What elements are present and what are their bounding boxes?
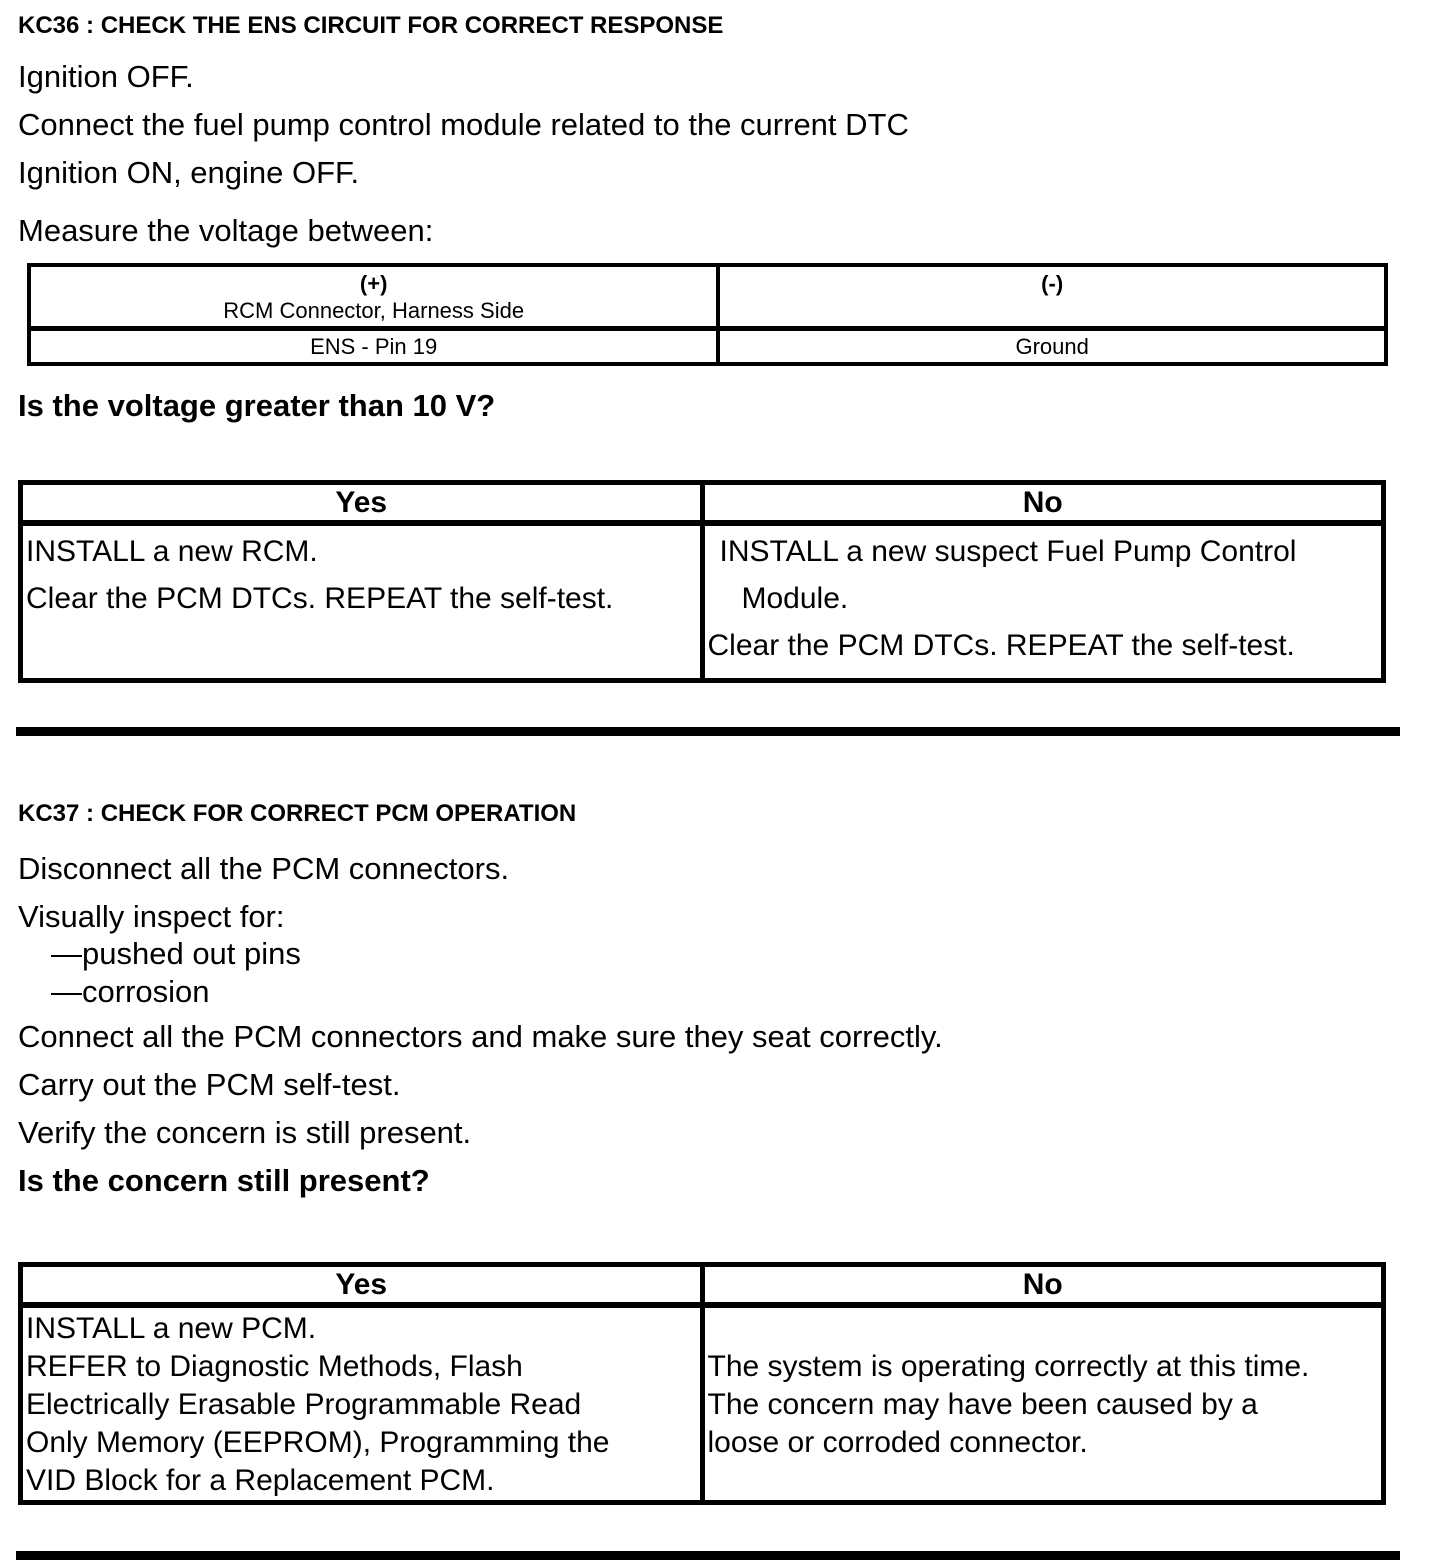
- yes-action-line: INSTALL a new PCM.: [26, 1312, 317, 1345]
- measure-positive-value-cell: ENS - Pin 19: [29, 329, 718, 365]
- yes-action-cell: [21, 523, 703, 681]
- table-row: [21, 523, 1384, 681]
- no-action-line: The concern may have been caused by a: [707, 1388, 1258, 1421]
- section-heading-kc37: KC37 : CHECK FOR CORRECT PCM OPERATION: [18, 800, 577, 827]
- no-column-header: No: [702, 1265, 1384, 1306]
- table-row: [21, 1305, 1384, 1503]
- table-row: [21, 483, 1384, 524]
- list-item: —pushed out pins: [51, 936, 301, 971]
- section-divider: [16, 727, 1400, 736]
- negative-terminal-label: (-): [1041, 271, 1064, 296]
- step-disconnect-pcm-connectors: Disconnect all the PCM connectors.: [18, 851, 510, 886]
- inspection-bullet-list: [18, 935, 1440, 1011]
- measure-negative-value-cell: Ground: [718, 329, 1386, 365]
- section-kc36: [18, 0, 1440, 683]
- question-concern: Is the concern still present?: [18, 1163, 430, 1198]
- decision-table-kc37: [18, 1262, 1386, 1505]
- positive-terminal-label: (+): [359, 271, 388, 296]
- voltage-measurement-table: [27, 263, 1388, 366]
- no-action-line: Module.: [741, 582, 849, 615]
- step-verify-concern: Verify the concern is still present.: [18, 1115, 472, 1150]
- section-heading-kc36: KC36 : CHECK THE ENS CIRCUIT FOR CORRECT RESPONSE: [18, 12, 724, 39]
- yes-action-cell: [21, 1305, 703, 1503]
- step-visually-inspect: Visually inspect for:: [18, 899, 285, 934]
- yes-action-line: VID Block for a Replacement PCM.: [26, 1464, 495, 1497]
- yes-action-line: Electrically Erasable Programmable Read: [26, 1388, 582, 1421]
- no-action-line: loose or corroded connector.: [707, 1426, 1088, 1459]
- step-connect-pcm-connectors: Connect all the PCM connectors and make sure they seat correctly.: [18, 1019, 943, 1054]
- step-carry-out-self-test: Carry out the PCM self-test.: [18, 1067, 401, 1102]
- table-row: [29, 265, 1386, 329]
- question-voltage: Is the voltage greater than 10 V?: [18, 388, 496, 423]
- page-bottom-divider: [16, 1551, 1400, 1560]
- no-column-header: No: [702, 483, 1384, 524]
- measure-positive-header-cell: [29, 265, 718, 329]
- step-ignition-off: Ignition OFF.: [18, 59, 194, 94]
- yes-column-header: Yes: [21, 1265, 703, 1306]
- step-ignition-on: Ignition ON, engine OFF.: [18, 155, 360, 190]
- no-action-cell: [702, 523, 1384, 681]
- section-kc37: [18, 800, 1440, 1505]
- yes-column-header: Yes: [21, 483, 703, 524]
- list-item: —corrosion: [51, 974, 210, 1009]
- yes-action-line: INSTALL a new RCM.: [26, 535, 318, 568]
- measure-negative-header-cell: [718, 265, 1386, 329]
- yes-action-line: Clear the PCM DTCs. REPEAT the self-test.: [26, 582, 614, 615]
- positive-terminal-sublabel: RCM Connector, Harness Side: [223, 298, 525, 323]
- table-row: [29, 329, 1386, 365]
- no-action-cell: [702, 1305, 1384, 1503]
- step-measure-voltage: Measure the voltage between:: [18, 213, 434, 248]
- no-action-line: INSTALL a new suspect Fuel Pump Control: [719, 535, 1297, 568]
- table-row: [21, 1265, 1384, 1306]
- decision-table-kc36: [18, 480, 1386, 683]
- no-action-line: The system is operating correctly at this time.: [707, 1350, 1310, 1383]
- no-action-line: Clear the PCM DTCs. REPEAT the self-test.: [707, 629, 1295, 662]
- yes-action-line: REFER to Diagnostic Methods, Flash: [26, 1350, 523, 1383]
- step-connect-fuel-pump-module: Connect the fuel pump control module related to the current DTC: [18, 107, 909, 142]
- yes-action-line: Only Memory (EEPROM), Programming the: [26, 1426, 610, 1459]
